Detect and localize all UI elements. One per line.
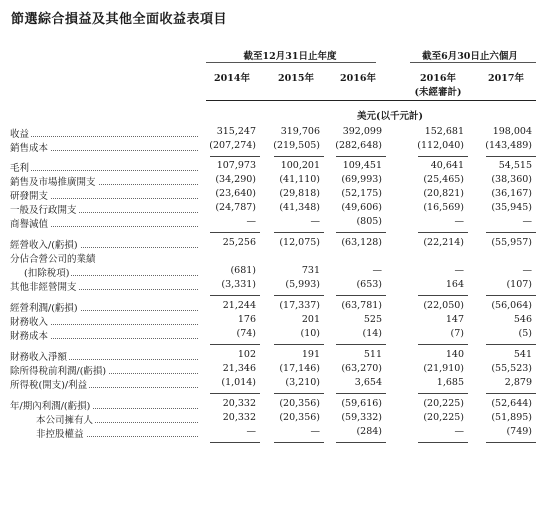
cell: (41,348) [279, 202, 320, 213]
cell: (24,787) [215, 202, 256, 213]
row-label: 研發開支 [10, 191, 49, 202]
row-cost-of-sales [0, 140, 542, 154]
row-operating-profit [0, 300, 542, 314]
subtotal-rule [210, 156, 260, 157]
row-label: 收益 [10, 129, 30, 140]
period-fy-header: 截至12月31日止年度 [243, 51, 337, 62]
cell: — [310, 216, 320, 227]
row-label: 銷售及市場推廣開支 [10, 177, 96, 188]
cell: (23,640) [215, 188, 256, 199]
row-admin-expenses [0, 202, 542, 216]
cell: (36,167) [491, 188, 532, 199]
period-6m-header: 截至6月30日止六個月 [422, 51, 518, 62]
cell: (63,781) [341, 300, 382, 311]
cell: 20,332 [222, 398, 256, 409]
cell: (69,993) [341, 174, 382, 185]
year-header-2016: 2016年 [340, 73, 376, 84]
subtotal-rule [336, 393, 386, 394]
cell: 541 [513, 349, 532, 360]
row-profit-for-period [0, 398, 542, 412]
cell: 20,332 [222, 412, 256, 423]
subtotal-rule [274, 156, 324, 157]
cell: (107) [506, 279, 532, 290]
cell: (12,075) [279, 237, 320, 248]
cell: — [246, 216, 256, 227]
cell: 2,879 [504, 377, 532, 388]
cell: (749) [506, 426, 532, 437]
cell: (219,505) [273, 140, 320, 151]
row-profit-before-tax [0, 363, 542, 377]
row-non-controlling-interests [0, 426, 542, 440]
row-gross-profit [0, 160, 542, 174]
cell: (282,648) [335, 140, 382, 151]
cell: 107,973 [216, 160, 256, 171]
cell: (59,332) [341, 412, 382, 423]
cell: (1,014) [221, 377, 256, 388]
cell: (10) [300, 328, 320, 339]
header-rule-6m [410, 62, 536, 63]
row-label: 經營利潤/(虧損) [10, 303, 78, 314]
row-label: 財務收入淨額 [10, 352, 68, 363]
unaudited-label: (未經審計) [414, 87, 462, 98]
cell: (20,356) [279, 398, 320, 409]
cell: 731 [301, 265, 320, 276]
cell: (56,064) [491, 300, 532, 311]
cell: (34,290) [215, 174, 256, 185]
subtotal-rule [486, 156, 536, 157]
cell: 40,641 [430, 160, 464, 171]
cell: (35,945) [491, 202, 532, 213]
row-operating-income [0, 237, 542, 251]
cell: (25,465) [423, 174, 464, 185]
cell: (20,821) [423, 188, 464, 199]
cell: 100,201 [280, 160, 320, 171]
cell: (55,523) [491, 363, 532, 374]
cell: — [454, 265, 464, 276]
cell: 21,244 [222, 300, 256, 311]
cell: (20,225) [423, 398, 464, 409]
row-selling-expenses [0, 174, 542, 188]
cell: (17,337) [279, 300, 320, 311]
cell: — [246, 426, 256, 437]
cell: (17,146) [279, 363, 320, 374]
row-revenue [0, 126, 542, 140]
row-label: 本公司擁有人 [36, 415, 94, 426]
row-label: 年/期內利潤/(虧損) [10, 401, 91, 412]
cell: 21,346 [222, 363, 256, 374]
row-other-non-operating [0, 279, 542, 293]
year-header-2017-6m: 2017年 [488, 73, 524, 84]
subtotal-rule [336, 344, 386, 345]
row-net-finance-income [0, 349, 542, 363]
cell: 3,654 [354, 377, 382, 388]
row-label: 非控股權益 [36, 429, 84, 440]
cell: 152,681 [424, 126, 464, 137]
cell: (207,274) [209, 140, 256, 151]
cell: 392,099 [342, 126, 382, 137]
subtotal-rule [486, 232, 536, 233]
subtotal-rule [418, 393, 468, 394]
unit-label: 美元(以千元計) [357, 111, 423, 122]
cell: 102 [237, 349, 256, 360]
subtotal-rule [418, 344, 468, 345]
cell: 176 [237, 314, 256, 325]
cell: (51,895) [491, 412, 532, 423]
cell: (3,210) [285, 377, 320, 388]
subtotal-rule [210, 442, 260, 443]
row-share-of-jv [0, 251, 542, 265]
cell: — [522, 216, 532, 227]
cell: (38,360) [491, 174, 532, 185]
cell: (49,606) [341, 202, 382, 213]
cell: (59,616) [341, 398, 382, 409]
cell: (20,356) [279, 412, 320, 423]
subtotal-rule [274, 393, 324, 394]
row-rd-expenses [0, 188, 542, 202]
cell: (14) [362, 328, 382, 339]
cell: 1,685 [436, 377, 464, 388]
cell: 164 [445, 279, 464, 290]
cell: (52,175) [341, 188, 382, 199]
cell: 315,247 [216, 126, 256, 137]
subtotal-rule [486, 442, 536, 443]
header-divider [206, 100, 536, 101]
subtotal-rule [486, 344, 536, 345]
row-income-tax [0, 377, 542, 391]
subtotal-rule [486, 393, 536, 394]
subtotal-rule [418, 442, 468, 443]
subtotal-rule [336, 442, 386, 443]
subtotal-rule [274, 295, 324, 296]
cell: (21,910) [423, 363, 464, 374]
subtotal-rule [210, 344, 260, 345]
cell: (112,040) [417, 140, 464, 151]
row-label: 毛利 [10, 163, 30, 174]
subtotal-rule [210, 295, 260, 296]
subtotal-rule [336, 156, 386, 157]
cell: 25,256 [222, 237, 256, 248]
cell: 54,515 [498, 160, 532, 171]
year-header-2014: 2014年 [214, 73, 250, 84]
year-header-2015: 2015年 [278, 73, 314, 84]
cell: — [372, 265, 382, 276]
cell: (681) [230, 265, 256, 276]
cell: 198,004 [492, 126, 532, 137]
cell: (16,569) [423, 202, 464, 213]
cell: (29,818) [279, 188, 320, 199]
cell: — [454, 216, 464, 227]
cell: (22,214) [423, 237, 464, 248]
cell: (22,050) [423, 300, 464, 311]
row-label: 經營收入/(虧損) [10, 240, 78, 251]
row-label: 財務收入 [10, 317, 49, 328]
row-label: 商譽減值 [10, 219, 49, 230]
cell: (20,225) [423, 412, 464, 423]
cell: 319,706 [280, 126, 320, 137]
cell: — [454, 426, 464, 437]
row-label: 分佔合營公司的業績 [10, 254, 96, 265]
cell: — [310, 426, 320, 437]
cell: (63,270) [341, 363, 382, 374]
year-header-2016-6m: 2016年 [420, 73, 456, 84]
row-label: 所得稅(開支)/利益 [10, 380, 88, 391]
row-label: 除所得稅前利潤/(虧損) [10, 366, 107, 377]
cell: (5) [518, 328, 532, 339]
cell: 109,451 [342, 160, 382, 171]
row-net-of-tax [0, 265, 542, 279]
row-owners-of-company [0, 412, 542, 426]
cell: 201 [301, 314, 320, 325]
cell: — [522, 265, 532, 276]
subtotal-rule [274, 232, 324, 233]
row-finance-costs [0, 328, 542, 342]
row-label: 一般及行政開支 [10, 205, 77, 216]
cell: 525 [363, 314, 382, 325]
cell: (55,957) [491, 237, 532, 248]
cell: (3,331) [221, 279, 256, 290]
cell: 511 [363, 349, 382, 360]
cell: (805) [356, 216, 382, 227]
subtotal-rule [418, 232, 468, 233]
row-label: 財務成本 [10, 331, 49, 342]
row-goodwill-impairment [0, 216, 542, 230]
subtotal-rule [210, 393, 260, 394]
subtotal-rule [274, 442, 324, 443]
cell: (653) [356, 279, 382, 290]
cell: (52,644) [491, 398, 532, 409]
row-label: 其他非經營開支 [10, 282, 77, 293]
cell: 546 [513, 314, 532, 325]
row-label: (扣除稅項) [24, 268, 70, 279]
cell: (7) [450, 328, 464, 339]
cell: (41,110) [279, 174, 320, 185]
subtotal-rule [274, 344, 324, 345]
subtotal-rule [210, 232, 260, 233]
subtotal-rule [418, 295, 468, 296]
subtotal-rule [486, 295, 536, 296]
cell: 147 [445, 314, 464, 325]
subtotal-rule [418, 156, 468, 157]
subtotal-rule [336, 295, 386, 296]
header-rule-fy [206, 62, 376, 63]
cell: (284) [356, 426, 382, 437]
cell: 191 [301, 349, 320, 360]
cell: (74) [236, 328, 256, 339]
subtotal-rule [336, 232, 386, 233]
cell: 140 [445, 349, 464, 360]
cell: (143,489) [485, 140, 532, 151]
page-title: 節選綜合損益及其他全面收益表項目 [11, 12, 228, 27]
row-finance-income [0, 314, 542, 328]
cell: (63,128) [341, 237, 382, 248]
cell: (5,993) [285, 279, 320, 290]
row-label: 銷售成本 [10, 143, 49, 154]
